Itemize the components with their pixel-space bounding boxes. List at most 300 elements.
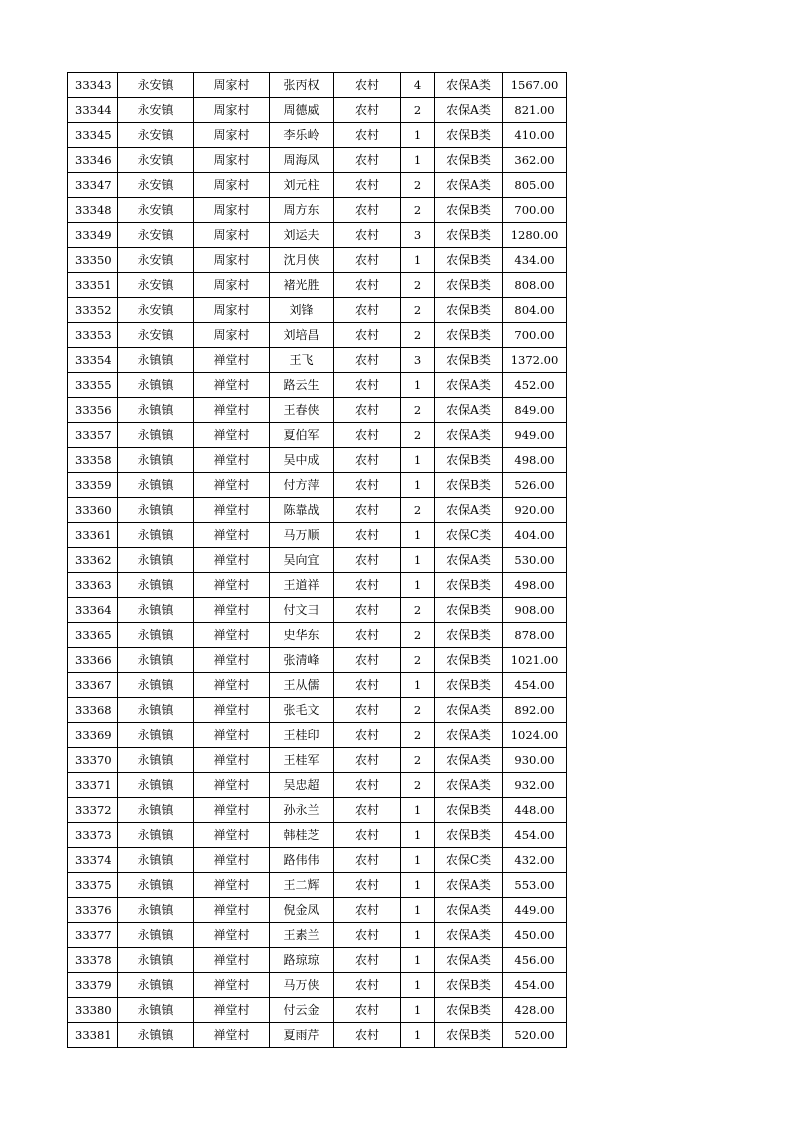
table-row (68, 948, 567, 973)
area-type-cell: 农村 (334, 173, 401, 198)
area-type-cell: 农村 (334, 373, 401, 398)
name-cell: 沈月侠 (270, 248, 334, 273)
amount-cell: 700.00 (503, 198, 567, 223)
name-cell: 王素兰 (270, 923, 334, 948)
area-type-cell: 农村 (334, 298, 401, 323)
area-type-cell: 农村 (334, 423, 401, 448)
village-cell: 禅堂村 (194, 398, 270, 423)
amount-cell: 434.00 (503, 248, 567, 273)
amount-cell: 454.00 (503, 973, 567, 998)
town-cell: 永镇镇 (118, 473, 194, 498)
village-cell: 禅堂村 (194, 773, 270, 798)
town-cell: 永安镇 (118, 148, 194, 173)
table-row (68, 798, 567, 823)
name-cell: 夏雨芹 (270, 1023, 334, 1048)
record-id-cell: 33381 (68, 1023, 118, 1048)
amount-cell: 804.00 (503, 298, 567, 323)
town-cell: 永镇镇 (118, 498, 194, 523)
town-cell: 永镇镇 (118, 398, 194, 423)
name-cell: 路云生 (270, 373, 334, 398)
village-cell: 禅堂村 (194, 598, 270, 623)
name-cell: 褚光胜 (270, 273, 334, 298)
household-count-cell: 1 (401, 573, 435, 598)
amount-cell: 908.00 (503, 598, 567, 623)
household-count-cell: 1 (401, 948, 435, 973)
amount-cell: 428.00 (503, 998, 567, 1023)
name-cell: 王二辉 (270, 873, 334, 898)
name-cell: 吴忠超 (270, 773, 334, 798)
insurance-class-cell: 农保B类 (435, 473, 503, 498)
amount-cell: 404.00 (503, 523, 567, 548)
town-cell: 永镇镇 (118, 773, 194, 798)
household-count-cell: 1 (401, 123, 435, 148)
record-id-cell: 33370 (68, 748, 118, 773)
insurance-class-cell: 农保A类 (435, 698, 503, 723)
area-type-cell: 农村 (334, 923, 401, 948)
record-id-cell: 33343 (68, 73, 118, 98)
area-type-cell: 农村 (334, 898, 401, 923)
town-cell: 永镇镇 (118, 423, 194, 448)
town-cell: 永镇镇 (118, 548, 194, 573)
name-cell: 夏伯军 (270, 423, 334, 448)
insurance-class-cell: 农保A类 (435, 398, 503, 423)
name-cell: 张丙权 (270, 73, 334, 98)
area-type-cell: 农村 (334, 448, 401, 473)
amount-cell: 878.00 (503, 623, 567, 648)
area-type-cell: 农村 (334, 1023, 401, 1048)
name-cell: 吴向宜 (270, 548, 334, 573)
town-cell: 永镇镇 (118, 748, 194, 773)
village-cell: 禅堂村 (194, 798, 270, 823)
insurance-class-cell: 农保C类 (435, 848, 503, 873)
insurance-class-cell: 农保A类 (435, 373, 503, 398)
village-cell: 周家村 (194, 273, 270, 298)
table-row (68, 748, 567, 773)
insurance-class-cell: 农保B类 (435, 623, 503, 648)
insurance-class-cell: 农保A类 (435, 73, 503, 98)
area-type-cell: 农村 (334, 123, 401, 148)
household-count-cell: 2 (401, 623, 435, 648)
name-cell: 孙永兰 (270, 798, 334, 823)
name-cell: 倪金凤 (270, 898, 334, 923)
area-type-cell: 农村 (334, 873, 401, 898)
household-count-cell: 2 (401, 398, 435, 423)
household-count-cell: 1 (401, 1023, 435, 1048)
insurance-class-cell: 农保B类 (435, 648, 503, 673)
household-count-cell: 2 (401, 198, 435, 223)
town-cell: 永安镇 (118, 98, 194, 123)
insurance-class-cell: 农保B类 (435, 823, 503, 848)
record-id-cell: 33379 (68, 973, 118, 998)
village-cell: 禅堂村 (194, 473, 270, 498)
insurance-class-cell: 农保A类 (435, 173, 503, 198)
insurance-class-cell: 农保B类 (435, 598, 503, 623)
household-count-cell: 2 (401, 173, 435, 198)
household-count-cell: 2 (401, 773, 435, 798)
town-cell: 永镇镇 (118, 873, 194, 898)
town-cell: 永镇镇 (118, 373, 194, 398)
table-row (68, 898, 567, 923)
village-cell: 周家村 (194, 198, 270, 223)
record-id-cell: 33349 (68, 223, 118, 248)
town-cell: 永镇镇 (118, 623, 194, 648)
record-id-cell: 33365 (68, 623, 118, 648)
area-type-cell: 农村 (334, 698, 401, 723)
village-cell: 禅堂村 (194, 898, 270, 923)
amount-cell: 362.00 (503, 148, 567, 173)
insurance-class-cell: 农保A类 (435, 748, 503, 773)
name-cell: 路琼琼 (270, 948, 334, 973)
name-cell: 王春侠 (270, 398, 334, 423)
town-cell: 永镇镇 (118, 948, 194, 973)
table-row (68, 473, 567, 498)
amount-cell: 932.00 (503, 773, 567, 798)
record-id-cell: 33368 (68, 698, 118, 723)
area-type-cell: 农村 (334, 148, 401, 173)
table-row (68, 823, 567, 848)
town-cell: 永镇镇 (118, 573, 194, 598)
insurance-class-cell: 农保A类 (435, 423, 503, 448)
area-type-cell: 农村 (334, 198, 401, 223)
record-id-cell: 33374 (68, 848, 118, 873)
town-cell: 永安镇 (118, 273, 194, 298)
area-type-cell: 农村 (334, 673, 401, 698)
insurance-class-cell: 农保C类 (435, 523, 503, 548)
amount-cell: 449.00 (503, 898, 567, 923)
record-id-cell: 33364 (68, 598, 118, 623)
town-cell: 永安镇 (118, 123, 194, 148)
household-count-cell: 2 (401, 298, 435, 323)
name-cell: 刘锋 (270, 298, 334, 323)
amount-cell: 1024.00 (503, 723, 567, 748)
name-cell: 王从儒 (270, 673, 334, 698)
village-cell: 禅堂村 (194, 998, 270, 1023)
name-cell: 刘元柱 (270, 173, 334, 198)
record-id-cell: 33372 (68, 798, 118, 823)
record-id-cell: 33347 (68, 173, 118, 198)
area-type-cell: 农村 (334, 973, 401, 998)
household-count-cell: 4 (401, 73, 435, 98)
area-type-cell: 农村 (334, 473, 401, 498)
insurance-class-cell: 农保B类 (435, 248, 503, 273)
name-cell: 周方东 (270, 198, 334, 223)
insurance-class-cell: 农保A类 (435, 723, 503, 748)
amount-cell: 700.00 (503, 323, 567, 348)
record-id-cell: 33375 (68, 873, 118, 898)
village-cell: 周家村 (194, 123, 270, 148)
household-count-cell: 2 (401, 323, 435, 348)
amount-cell: 1372.00 (503, 348, 567, 373)
village-cell: 禅堂村 (194, 673, 270, 698)
table-row (68, 523, 567, 548)
household-count-cell: 1 (401, 823, 435, 848)
town-cell: 永镇镇 (118, 998, 194, 1023)
village-cell: 周家村 (194, 98, 270, 123)
area-type-cell: 农村 (334, 823, 401, 848)
insurance-class-cell: 农保B类 (435, 298, 503, 323)
household-count-cell: 1 (401, 473, 435, 498)
village-cell: 禅堂村 (194, 848, 270, 873)
village-cell: 周家村 (194, 223, 270, 248)
table-row (68, 223, 567, 248)
town-cell: 永镇镇 (118, 523, 194, 548)
amount-cell: 450.00 (503, 923, 567, 948)
area-type-cell: 农村 (334, 248, 401, 273)
area-type-cell: 农村 (334, 748, 401, 773)
village-cell: 禅堂村 (194, 348, 270, 373)
town-cell: 永安镇 (118, 173, 194, 198)
household-count-cell: 3 (401, 348, 435, 373)
household-count-cell: 2 (401, 698, 435, 723)
village-cell: 禅堂村 (194, 423, 270, 448)
table-row (68, 123, 567, 148)
name-cell: 周海凤 (270, 148, 334, 173)
amount-cell: 520.00 (503, 1023, 567, 1048)
name-cell: 付云金 (270, 998, 334, 1023)
table-row (68, 423, 567, 448)
village-cell: 禅堂村 (194, 1023, 270, 1048)
table-row (68, 323, 567, 348)
household-count-cell: 2 (401, 723, 435, 748)
record-id-cell: 33367 (68, 673, 118, 698)
table-row (68, 923, 567, 948)
amount-cell: 553.00 (503, 873, 567, 898)
insurance-class-cell: 农保B类 (435, 1023, 503, 1048)
amount-cell: 454.00 (503, 823, 567, 848)
area-type-cell: 农村 (334, 723, 401, 748)
town-cell: 永镇镇 (118, 848, 194, 873)
name-cell: 王飞 (270, 348, 334, 373)
record-id-cell: 33359 (68, 473, 118, 498)
town-cell: 永镇镇 (118, 598, 194, 623)
village-cell: 禅堂村 (194, 373, 270, 398)
amount-cell: 805.00 (503, 173, 567, 198)
amount-cell: 808.00 (503, 273, 567, 298)
town-cell: 永安镇 (118, 298, 194, 323)
record-id-cell: 33358 (68, 448, 118, 473)
record-id-cell: 33346 (68, 148, 118, 173)
record-id-cell: 33344 (68, 98, 118, 123)
insurance-class-cell: 农保B类 (435, 223, 503, 248)
village-cell: 禅堂村 (194, 973, 270, 998)
record-id-cell: 33345 (68, 123, 118, 148)
town-cell: 永镇镇 (118, 673, 194, 698)
amount-cell: 448.00 (503, 798, 567, 823)
amount-cell: 530.00 (503, 548, 567, 573)
record-id-cell: 33354 (68, 348, 118, 373)
insurance-class-cell: 农保A类 (435, 923, 503, 948)
amount-cell: 1567.00 (503, 73, 567, 98)
area-type-cell: 农村 (334, 848, 401, 873)
household-count-cell: 1 (401, 673, 435, 698)
village-cell: 周家村 (194, 73, 270, 98)
amount-cell: 1280.00 (503, 223, 567, 248)
town-cell: 永安镇 (118, 223, 194, 248)
table-row (68, 1023, 567, 1048)
record-id-cell: 33373 (68, 823, 118, 848)
village-cell: 禅堂村 (194, 873, 270, 898)
records-table (67, 72, 567, 1048)
area-type-cell: 农村 (334, 948, 401, 973)
table-row (68, 648, 567, 673)
village-cell: 周家村 (194, 148, 270, 173)
amount-cell: 821.00 (503, 98, 567, 123)
name-cell: 吴中成 (270, 448, 334, 473)
area-type-cell: 农村 (334, 648, 401, 673)
household-count-cell: 1 (401, 148, 435, 173)
household-count-cell: 1 (401, 798, 435, 823)
amount-cell: 526.00 (503, 473, 567, 498)
table-row (68, 298, 567, 323)
town-cell: 永镇镇 (118, 348, 194, 373)
record-id-cell: 33369 (68, 723, 118, 748)
name-cell: 王道祥 (270, 573, 334, 598)
amount-cell: 498.00 (503, 573, 567, 598)
table-body (68, 73, 567, 1048)
table-row (68, 373, 567, 398)
household-count-cell: 1 (401, 373, 435, 398)
amount-cell: 1021.00 (503, 648, 567, 673)
insurance-class-cell: 农保A类 (435, 873, 503, 898)
village-cell: 禅堂村 (194, 923, 270, 948)
name-cell: 王桂军 (270, 748, 334, 773)
record-id-cell: 33377 (68, 923, 118, 948)
town-cell: 永安镇 (118, 198, 194, 223)
insurance-class-cell: 农保B类 (435, 998, 503, 1023)
town-cell: 永安镇 (118, 73, 194, 98)
name-cell: 路伟伟 (270, 848, 334, 873)
table-row (68, 873, 567, 898)
village-cell: 禅堂村 (194, 948, 270, 973)
town-cell: 永镇镇 (118, 448, 194, 473)
household-count-cell: 2 (401, 598, 435, 623)
amount-cell: 920.00 (503, 498, 567, 523)
record-id-cell: 33361 (68, 523, 118, 548)
record-id-cell: 33360 (68, 498, 118, 523)
table-row (68, 348, 567, 373)
town-cell: 永镇镇 (118, 1023, 194, 1048)
table-row (68, 498, 567, 523)
insurance-class-cell: 农保B类 (435, 148, 503, 173)
table-row (68, 448, 567, 473)
insurance-class-cell: 农保B类 (435, 323, 503, 348)
record-id-cell: 33357 (68, 423, 118, 448)
table-row (68, 848, 567, 873)
table-row (68, 673, 567, 698)
name-cell: 张清峰 (270, 648, 334, 673)
table-row (68, 773, 567, 798)
household-count-cell: 2 (401, 273, 435, 298)
village-cell: 禅堂村 (194, 823, 270, 848)
town-cell: 永镇镇 (118, 973, 194, 998)
insurance-class-cell: 农保A类 (435, 898, 503, 923)
area-type-cell: 农村 (334, 398, 401, 423)
village-cell: 禅堂村 (194, 448, 270, 473)
record-id-cell: 33376 (68, 898, 118, 923)
record-id-cell: 33363 (68, 573, 118, 598)
record-id-cell: 33351 (68, 273, 118, 298)
insurance-class-cell: 农保A类 (435, 498, 503, 523)
name-cell: 刘培昌 (270, 323, 334, 348)
area-type-cell: 农村 (334, 223, 401, 248)
name-cell: 马万侠 (270, 973, 334, 998)
village-cell: 禅堂村 (194, 523, 270, 548)
record-id-cell: 33352 (68, 298, 118, 323)
name-cell: 刘运夫 (270, 223, 334, 248)
record-id-cell: 33356 (68, 398, 118, 423)
amount-cell: 452.00 (503, 373, 567, 398)
area-type-cell: 农村 (334, 73, 401, 98)
household-count-cell: 1 (401, 448, 435, 473)
name-cell: 马万顺 (270, 523, 334, 548)
insurance-class-cell: 农保A类 (435, 773, 503, 798)
town-cell: 永镇镇 (118, 648, 194, 673)
village-cell: 禅堂村 (194, 623, 270, 648)
area-type-cell: 农村 (334, 273, 401, 298)
amount-cell: 892.00 (503, 698, 567, 723)
table-row (68, 173, 567, 198)
record-id-cell: 33366 (68, 648, 118, 673)
table-row (68, 398, 567, 423)
household-count-cell: 1 (401, 973, 435, 998)
village-cell: 禅堂村 (194, 648, 270, 673)
name-cell: 陈靠战 (270, 498, 334, 523)
table-row (68, 273, 567, 298)
record-id-cell: 33380 (68, 998, 118, 1023)
amount-cell: 849.00 (503, 398, 567, 423)
record-id-cell: 33362 (68, 548, 118, 573)
record-id-cell: 33348 (68, 198, 118, 223)
area-type-cell: 农村 (334, 573, 401, 598)
insurance-class-cell: 农保B类 (435, 673, 503, 698)
record-id-cell: 33371 (68, 773, 118, 798)
town-cell: 永镇镇 (118, 823, 194, 848)
village-cell: 周家村 (194, 298, 270, 323)
town-cell: 永镇镇 (118, 923, 194, 948)
insurance-class-cell: 农保A类 (435, 548, 503, 573)
area-type-cell: 农村 (334, 998, 401, 1023)
amount-cell: 454.00 (503, 673, 567, 698)
household-count-cell: 1 (401, 998, 435, 1023)
town-cell: 永安镇 (118, 248, 194, 273)
town-cell: 永安镇 (118, 323, 194, 348)
household-count-cell: 1 (401, 548, 435, 573)
area-type-cell: 农村 (334, 498, 401, 523)
table-row (68, 723, 567, 748)
table-row (68, 73, 567, 98)
household-count-cell: 1 (401, 923, 435, 948)
table-row (68, 98, 567, 123)
village-cell: 周家村 (194, 173, 270, 198)
amount-cell: 498.00 (503, 448, 567, 473)
amount-cell: 432.00 (503, 848, 567, 873)
amount-cell: 949.00 (503, 423, 567, 448)
village-cell: 周家村 (194, 323, 270, 348)
town-cell: 永镇镇 (118, 698, 194, 723)
insurance-class-cell: 农保B类 (435, 198, 503, 223)
name-cell: 付方萍 (270, 473, 334, 498)
table-row (68, 598, 567, 623)
household-count-cell: 2 (401, 423, 435, 448)
area-type-cell: 农村 (334, 623, 401, 648)
village-cell: 禅堂村 (194, 498, 270, 523)
village-cell: 禅堂村 (194, 748, 270, 773)
record-id-cell: 33355 (68, 373, 118, 398)
area-type-cell: 农村 (334, 798, 401, 823)
table-row (68, 623, 567, 648)
village-cell: 禅堂村 (194, 723, 270, 748)
household-count-cell: 1 (401, 873, 435, 898)
